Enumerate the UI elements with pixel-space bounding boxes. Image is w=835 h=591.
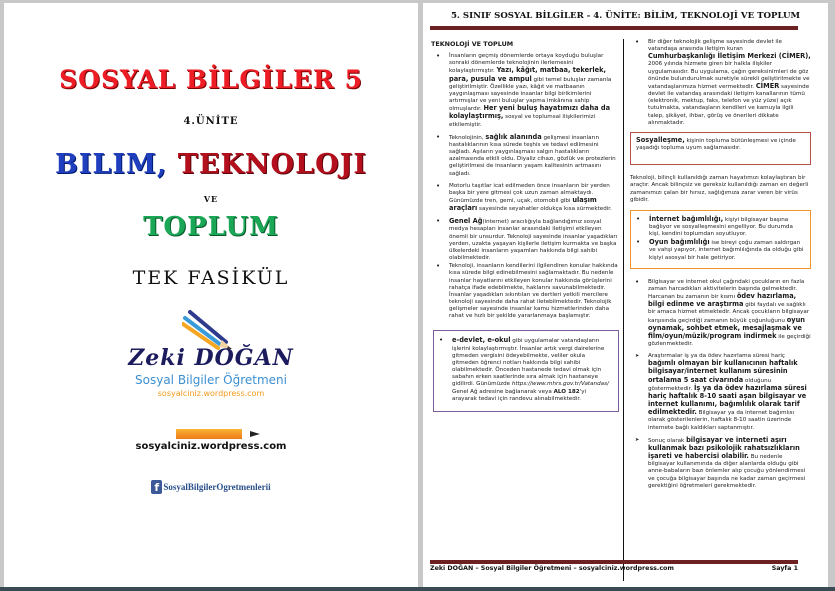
bullet-internet: • Genel Ağ(internet) aracılığıyla bağlandığımız sosyal medya hesapları insanlar arasındaki iletişimi etkileyen önemli bir unsurdur. Teknoloji sayesinde insanlar yaşadıkları yerden, uzakta yaşayan kişilerle iletişim kurmakta ve başka ülkelerdeki insanların yaşamları hakkında bilgi sahibi olabilmektedir. xyxy=(431,218,619,262)
footer-author: Zeki DOĞAN – Sosyal Bilgiler Öğretmeni – sosyalciniz.wordpress.com xyxy=(430,565,674,572)
technology-paragraph: Teknoloji, bilinçli kullanıldığı zaman hayatımızı kolaylaştıran bir araçtır. Ancak bilinçsiz ve gereksiz kullanıldığı zaman en değerli zamanımızı çalan bir hırsız, sağlığımıza zarar veren bir virüs gibidir. xyxy=(630,175,809,203)
page-footer xyxy=(430,565,798,572)
facebook-page-name: SosyalBilgilerOgretmenlerii xyxy=(163,482,271,492)
mhrs-link[interactable]: https://www.mhrs.gov.tr/Vatandas/ xyxy=(511,381,609,388)
arrow-research: ➤ Araştırmalar iş ya da ödev hazırlama süresi hariç bağımlı olmayan bir kullanıcının haftalık bilgisayar/internet kullanım süresinin ortalama 5 saat civarında olduğunu göstermektedir. İş ya da ödev hazırlama süresi hariç haftalık 8-10 saati aşan bilgisayar ve internet kullanımı, bağımlılık olarak tarif edilmektedir. Bilgisayar ya da internet bağımlısı olarak gösterilenlerin, haftalık 8-10 saatin üzerinde internete bağlı kaldıkları saptanmıştır. xyxy=(630,353,811,432)
cover-title: SOSYAL BİLGİLER 5 xyxy=(59,65,363,94)
bullet-game-addiction: • Oyun bağımlılığı ise bireyi çoğu zaman saldırgan ve vahşi yapıyor, internet bağımlılığında da olduğu gibi kişiyi asosyal bir hale getiriyor. xyxy=(631,239,805,261)
author-logo-url: sosyalciniz.wordpress.com xyxy=(157,389,265,398)
cover-title-bilim: BILIM, xyxy=(54,149,168,180)
socialization-definition-box: Sosyalleşme, kişinin topluma bütünleşmesi ve içinde yaşadığı topluma uyum sağlamasıdır. xyxy=(630,132,811,165)
pencil-bar-icon xyxy=(176,429,242,439)
bullet-children-computer: • Bilgisayar ve internet okul çağındaki çocukların en fazla zaman harcadıkları aktivitelerin başında gelmektedir. Harcanan bu zamanın bir kısmı ödev hazırlama, bilgi edinme ve araştırma gibi faydalı ve sağlıklı bir amaca hizmet etmektedir. Ancak çocukların bilgisayar karşısında geçirdiği zamanın büyük çoğunluğunu oyun oynamak, sohbet etmek, mesajlaşmak ve film/oyun/müzik/program indirmek ile geçirdiği gözlenmektedir. xyxy=(630,279,811,348)
bullet-information: • Teknoloji, insanların kendilerini ilgilendiren konular hakkında kısa sürede bilgi edinebilmesini sağlamaktadır. Bu nedenle insanlar hayatlarını etkileyen konular hakkında görüşlerini rahatça ifade edebilmekte, haklarını savunabilmektedir. İnsanlar yaşadıkları sıkıntıları ve dertleri yetkili mercilere teknoloji sayesinde daha rahat iletebilmektedir. Teknolojik gelişmeler sayesinde insanlar kamu hizmetlerinden daha rahat ve hızlı bir şekilde yararlanmaya başlamıştır. xyxy=(431,263,619,320)
bullet-e-government: • e-devlet, e-okul gibi uygulamalar vatandaşların işlerini kolaylaştırmıştır. İnsanlar artık vergi dairelerine gitmeden vergisini ödeyebilmekte, veliler okula gitmeden öğrenci notları hakkında bilgi sahibi olabilmektedir. Önceden hastanede tedavi olmak için sabahın erken saatlerinde sıra almak için hastaneye gidilirdi. Günümüzde https://www.mhrs.gov.tr/Vatandas/ Genel Ağ adresine bağlanarak veya ALO 182'yi arayarak tedavi için randevu alınabilmektedir. xyxy=(434,337,612,402)
author-logo xyxy=(4,309,418,419)
arrow-conclusion: ➤ Sonuç olarak bilgisayar ve interneti aşırı kullanmak bazı psikolojik rahatsızlıkların işareti ve habercisi olabilir. Bu nedenle bilgisayar kullanımında da diğer alanlarda olduğu gibi anne-babaların bazı önlemler alıp çocuğu yönlendirmesi ve çocuğa bilgisayar başında ne kadar zaman geçirmesi gerektiğini öğretmeleri gerekmektedir. xyxy=(630,437,811,490)
header-divider xyxy=(430,26,798,30)
bullet-inventions: • İnsanların geçmiş dönemlerde ortaya koyduğu buluşlar sonraki dönemlerde teknolojinin ilerlemesini kolaylaştırmıştır. Yazı, kâğıt, matbaa, tekerlek, para, pusula ve ampul gibi temel buluşlar zamanla geliştirilmiştir. Özellikle yazı, kâğıt ve matbaanın yaygınlaşması sayesinde insanlar bilgi birikimlerini artırmışlar ve yeni buluşlar yapma imkânına sahip olmuşlardır. Her yeni buluş hayatımızı daha da kolaylaştırmış, sosyal ve toplumsal ilişkilerimizi etkilemiştir. xyxy=(431,53,619,129)
cover-title-toplum: TOPLUM xyxy=(143,212,279,242)
bullet-transport: • Motorlu taşıtlar icat edilmeden önce insanların bir yerden başka bir yere gitmesi çok uzun zaman almaktaydı. Günümüzde tren, gemi, uçak, otomobil gibi ulaşım araçları sayesinde seyahatler oldukça kısa sürmektedir. xyxy=(431,183,619,214)
cover-fascicle: TEK FASİKÜL xyxy=(132,267,290,289)
bullet-cimer: • Bir diğer teknolojik gelişme sayesinde devlet ile vatandaşa arasında iletişim kuran Cumhurbaşkanlığı İletişim Merkezi (CİMER), 2006 yılında hizmete giren bir halkla ilişkiler uygulamasıdır. Bu uygulama, çağın gereksinimleri de göz önünde bulundurulmak suretiyle sürekli geliştirilmekte ve vatandaşlarımıza hizmet vermektedir. CİMER sayesinde devlet ile vatandaş arasındaki iletişim kanallarının tümü (elektronik, mektup, faks, telefon ve yüz yüze) açık tutulmakta, vatandaşların kendileri ve kamuyla ilgili talep, şikâyet, ihbar, görüş ve önerileri dikkate alınmaktadır. xyxy=(630,39,811,127)
footer-divider xyxy=(430,560,798,564)
pencil-tip-icon xyxy=(250,431,260,437)
page-number: Sayfa 1 xyxy=(771,565,798,572)
cover-page xyxy=(4,3,418,587)
cover-title-teknoloji: TEKNOLOJI xyxy=(167,149,367,180)
author-title: Sosyal Bilgiler Öğretmeni xyxy=(135,373,287,387)
cover-unit-title xyxy=(4,149,418,180)
cover-unit: 4.ÜNİTE xyxy=(183,116,239,127)
author-name: Zeki DOĞAN xyxy=(128,345,294,371)
viewer-bottom-edge xyxy=(0,587,835,591)
cover-connector: VE xyxy=(203,194,219,204)
facebook-icon: f xyxy=(151,480,162,494)
website-link[interactable] xyxy=(4,429,418,465)
facebook-link[interactable] xyxy=(4,476,418,495)
left-column xyxy=(431,41,619,412)
right-column xyxy=(623,39,811,581)
bullet-health: • Teknolojinin, sağlık alanında gelişmesi insanların hastalıklarının kısa sürede teşhis ve tedavi edilmesini sağladı. Aşıların yaygınlaşması salgın hastalıkların azalmasında etkili oldu. Diyaliz cihazı, gözlük ve protezlerin geliştirilmesi de insanların yaşam kalitesinin artmasını sağladı. xyxy=(431,134,619,178)
page-header: 5. SINIF SOSYAL BİLGİLER - 4. ÜNİTE: BİLİM, TEKNOLOJİ VE TOPLUM xyxy=(450,11,801,21)
website-text: sosyalciniz.wordpress.com xyxy=(135,441,287,452)
section-title: TEKNOLOJİ VE TOPLUM xyxy=(431,40,514,48)
content-page xyxy=(423,3,828,587)
e-government-box xyxy=(433,330,619,411)
addiction-box xyxy=(630,210,811,269)
bullet-internet-addiction: • İnternet bağımlılığı, kişiyi bilgisayar başına bağlıyor ve sosyalleşmesini engelliyor. Bu durumda kişi, kendini toplumdan soyutluyor. xyxy=(631,216,805,238)
